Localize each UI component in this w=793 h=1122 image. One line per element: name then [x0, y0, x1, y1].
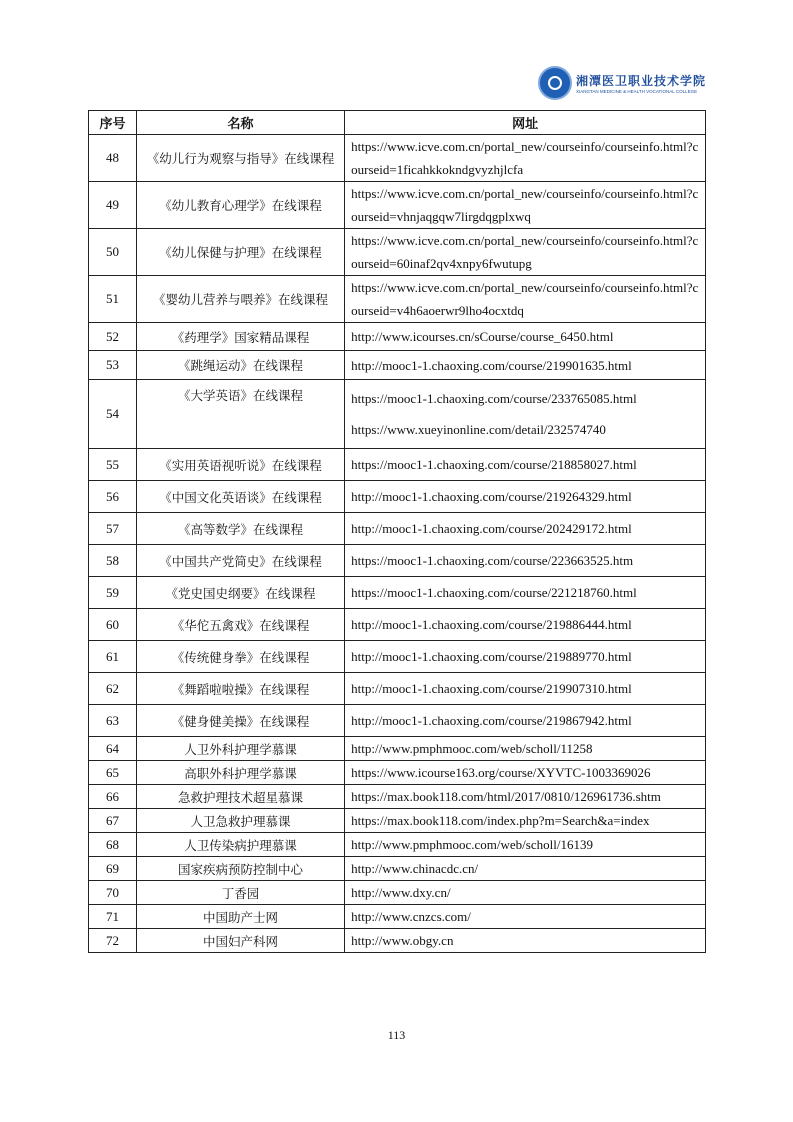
- resource-table: [88, 110, 706, 953]
- url-cell: [345, 833, 706, 857]
- url-cell: [345, 577, 706, 609]
- resource-url-link[interactable]: http://www.obgy.cn: [351, 933, 454, 948]
- resource-name: 《传统健身拳》在线课程: [136, 641, 344, 673]
- row-number: 54: [89, 380, 137, 449]
- resource-url-link[interactable]: https://www.icve.com.cn/portal_new/courseinfo/courseinfo.html?courseid=60inaf2qv4xnpy6fwutupg: [351, 233, 699, 271]
- resource-url-link[interactable]: http://www.pmphmooc.com/web/scholl/11258: [351, 741, 593, 756]
- resource-name: 《幼儿教育心理学》在线课程: [136, 182, 344, 229]
- resource-url-link[interactable]: http://mooc1-1.chaoxing.com/course/219886444.html: [351, 617, 632, 632]
- row-number: 58: [89, 545, 137, 577]
- row-number: 56: [89, 481, 137, 513]
- page-number: 113: [387, 1028, 406, 1042]
- row-number: 67: [89, 809, 137, 833]
- url-cell: [345, 545, 706, 577]
- row-number: 52: [89, 323, 137, 351]
- resource-url-link[interactable]: http://mooc1-1.chaoxing.com/course/219907310.html: [351, 681, 632, 696]
- row-number: 49: [89, 182, 137, 229]
- resource-name: 丁香园: [136, 881, 344, 905]
- resource-url-link[interactable]: https://mooc1-1.chaoxing.com/course/233765085.html: [351, 391, 637, 406]
- resource-url-link[interactable]: http://www.chinacdc.cn/: [351, 861, 479, 876]
- url-cell: [345, 673, 706, 705]
- resource-url-link[interactable]: https://mooc1-1.chaoxing.com/course/218858027.html: [351, 457, 637, 472]
- resource-name: 国家疾病预防控制中心: [136, 857, 344, 881]
- table-row: [89, 380, 706, 449]
- url-cell: [345, 929, 706, 953]
- logo-name-en: XIANGTAN MEDICINE & HEALTH VOCATIONAL COLLEGE: [576, 89, 698, 94]
- resource-url-link[interactable]: http://mooc1-1.chaoxing.com/course/219901635.html: [351, 357, 632, 373]
- table-row: [89, 323, 706, 351]
- table-row: [89, 351, 706, 380]
- table-row: [89, 577, 706, 609]
- table-row: [89, 481, 706, 513]
- resource-url-link[interactable]: http://www.cnzcs.com/: [351, 909, 471, 924]
- table-row: [89, 833, 706, 857]
- resource-name: 《健身健美操》在线课程: [136, 705, 344, 737]
- url-cell: [345, 705, 706, 737]
- resource-url-link[interactable]: http://www.dxy.cn/: [351, 885, 451, 900]
- table-row: [89, 545, 706, 577]
- resource-name: 《实用英语视听说》在线课程: [136, 449, 344, 481]
- url-cell: [345, 881, 706, 905]
- table-row: [89, 182, 706, 229]
- url-cell: [345, 351, 706, 380]
- resource-url-link[interactable]: http://mooc1-1.chaoxing.com/course/219867942.html: [351, 713, 632, 728]
- row-number: 68: [89, 833, 137, 857]
- url-cell: [345, 513, 706, 545]
- url-cell: [345, 276, 706, 323]
- resource-name: 《幼儿保健与护理》在线课程: [136, 229, 344, 276]
- resource-url-link[interactable]: https://www.xueyinonline.com/detail/232574740: [351, 422, 606, 437]
- resource-name: 中国妇产科网: [136, 929, 344, 953]
- resource-name: 人卫外科护理学慕课: [136, 737, 344, 761]
- row-number: 48: [89, 135, 137, 182]
- resource-url-link[interactable]: https://www.icourse163.org/course/XYVTC-1003369026: [351, 765, 651, 780]
- table-row: [89, 857, 706, 881]
- url-cell: [345, 135, 706, 182]
- url-cell: [345, 609, 706, 641]
- resource-url-link[interactable]: https://mooc1-1.chaoxing.com/course/223663525.htm: [351, 553, 634, 568]
- table-row: [89, 737, 706, 761]
- header-number: 序号: [89, 111, 137, 135]
- resource-url-link[interactable]: http://mooc1-1.chaoxing.com/course/219889770.html: [351, 649, 632, 664]
- resource-url-link[interactable]: http://mooc1-1.chaoxing.com/course/219264329.html: [351, 489, 632, 504]
- resource-name: 高职外科护理学慕课: [136, 761, 344, 785]
- resource-name: 《大学英语》在线课程: [136, 380, 344, 449]
- table-row: [89, 641, 706, 673]
- resource-name: 《跳绳运动》在线课程: [136, 351, 344, 380]
- url-cell: [345, 182, 706, 229]
- row-number: 66: [89, 785, 137, 809]
- resource-name: 《幼儿行为观察与指导》在线课程: [136, 135, 344, 182]
- row-number: 65: [89, 761, 137, 785]
- resource-name: 人卫急救护理慕课: [136, 809, 344, 833]
- row-number: 72: [89, 929, 137, 953]
- table-row: [89, 785, 706, 809]
- row-number: 59: [89, 577, 137, 609]
- table-row: [89, 135, 706, 182]
- url-cell: [345, 449, 706, 481]
- resource-name: 《中国共产党简史》在线课程: [136, 545, 344, 577]
- row-number: 53: [89, 351, 137, 380]
- row-number: 62: [89, 673, 137, 705]
- header-name: 名称: [136, 111, 344, 135]
- row-number: 51: [89, 276, 137, 323]
- resource-name: 《党史国史纲要》在线课程: [136, 577, 344, 609]
- row-number: 64: [89, 737, 137, 761]
- url-cell: [345, 641, 706, 673]
- resource-name: 人卫传染病护理慕课: [136, 833, 344, 857]
- header-url: 网址: [345, 111, 706, 135]
- resource-url-link[interactable]: https://max.book118.com/index.php?m=Search&a=index: [351, 813, 650, 828]
- resource-name: 《舞蹈啦啦操》在线课程: [136, 673, 344, 705]
- resource-url-link[interactable]: http://www.icourses.cn/sCourse/course_6450.html: [351, 329, 614, 344]
- url-cell: [345, 761, 706, 785]
- row-number: 55: [89, 449, 137, 481]
- resource-url-link[interactable]: http://mooc1-1.chaoxing.com/course/202429172.html: [351, 521, 632, 536]
- url-cell: [345, 323, 706, 351]
- row-number: 63: [89, 705, 137, 737]
- resource-url-link[interactable]: https://max.book118.com/html/2017/0810/126961736.shtm: [351, 789, 661, 804]
- resource-url-link[interactable]: https://mooc1-1.chaoxing.com/course/221218760.html: [351, 585, 637, 600]
- resource-name: 《中国文化英语谈》在线课程: [136, 481, 344, 513]
- url-cell: [345, 785, 706, 809]
- row-number: 70: [89, 881, 137, 905]
- college-seal-icon: [538, 66, 572, 100]
- row-number: 50: [89, 229, 137, 276]
- table-row: [89, 276, 706, 323]
- table-row: [89, 905, 706, 929]
- resource-url-link[interactable]: https://www.icve.com.cn/portal_new/courseinfo/courseinfo.html?courseid=1ficahkkokndgvyzhjlcfa: [351, 139, 699, 177]
- table-row: [89, 449, 706, 481]
- row-number: 71: [89, 905, 137, 929]
- resource-name: 《华佗五禽戏》在线课程: [136, 609, 344, 641]
- url-cell: [345, 809, 706, 833]
- url-cell: [345, 380, 706, 449]
- row-number: 61: [89, 641, 137, 673]
- table-row: [89, 761, 706, 785]
- resource-url-link[interactable]: https://www.icve.com.cn/portal_new/courseinfo/courseinfo.html?courseid=vhnjaqgqw7lirgdqgplxwq: [351, 186, 699, 224]
- url-cell: [345, 481, 706, 513]
- resource-url-link[interactable]: https://www.icve.com.cn/portal_new/courseinfo/courseinfo.html?courseid=v4h6aoerwr9lho4ocxtdq: [351, 280, 699, 318]
- resource-name: 急救护理技术超星慕课: [136, 785, 344, 809]
- resource-name: 中国助产士网: [136, 905, 344, 929]
- row-number: 60: [89, 609, 137, 641]
- table-row: [89, 809, 706, 833]
- resource-url-link[interactable]: http://www.pmphmooc.com/web/scholl/16139: [351, 837, 593, 852]
- college-logo: [538, 66, 706, 100]
- table-row: [89, 513, 706, 545]
- row-number: 69: [89, 857, 137, 881]
- table-row: [89, 609, 706, 641]
- table-row: [89, 673, 706, 705]
- table-row: [89, 881, 706, 905]
- table-row: [89, 705, 706, 737]
- url-cell: [345, 229, 706, 276]
- row-number: 57: [89, 513, 137, 545]
- table-row: [89, 929, 706, 953]
- logo-name-cn: 湘潭医卫职业技术学院: [576, 74, 707, 88]
- url-cell: [345, 905, 706, 929]
- resource-name: 《高等数学》在线课程: [136, 513, 344, 545]
- table-row: [89, 229, 706, 276]
- resource-name: 《药理学》国家精品课程: [136, 323, 344, 351]
- url-cell: [345, 737, 706, 761]
- resource-name: 《婴幼儿营养与喂养》在线课程: [136, 276, 344, 323]
- url-cell: [345, 857, 706, 881]
